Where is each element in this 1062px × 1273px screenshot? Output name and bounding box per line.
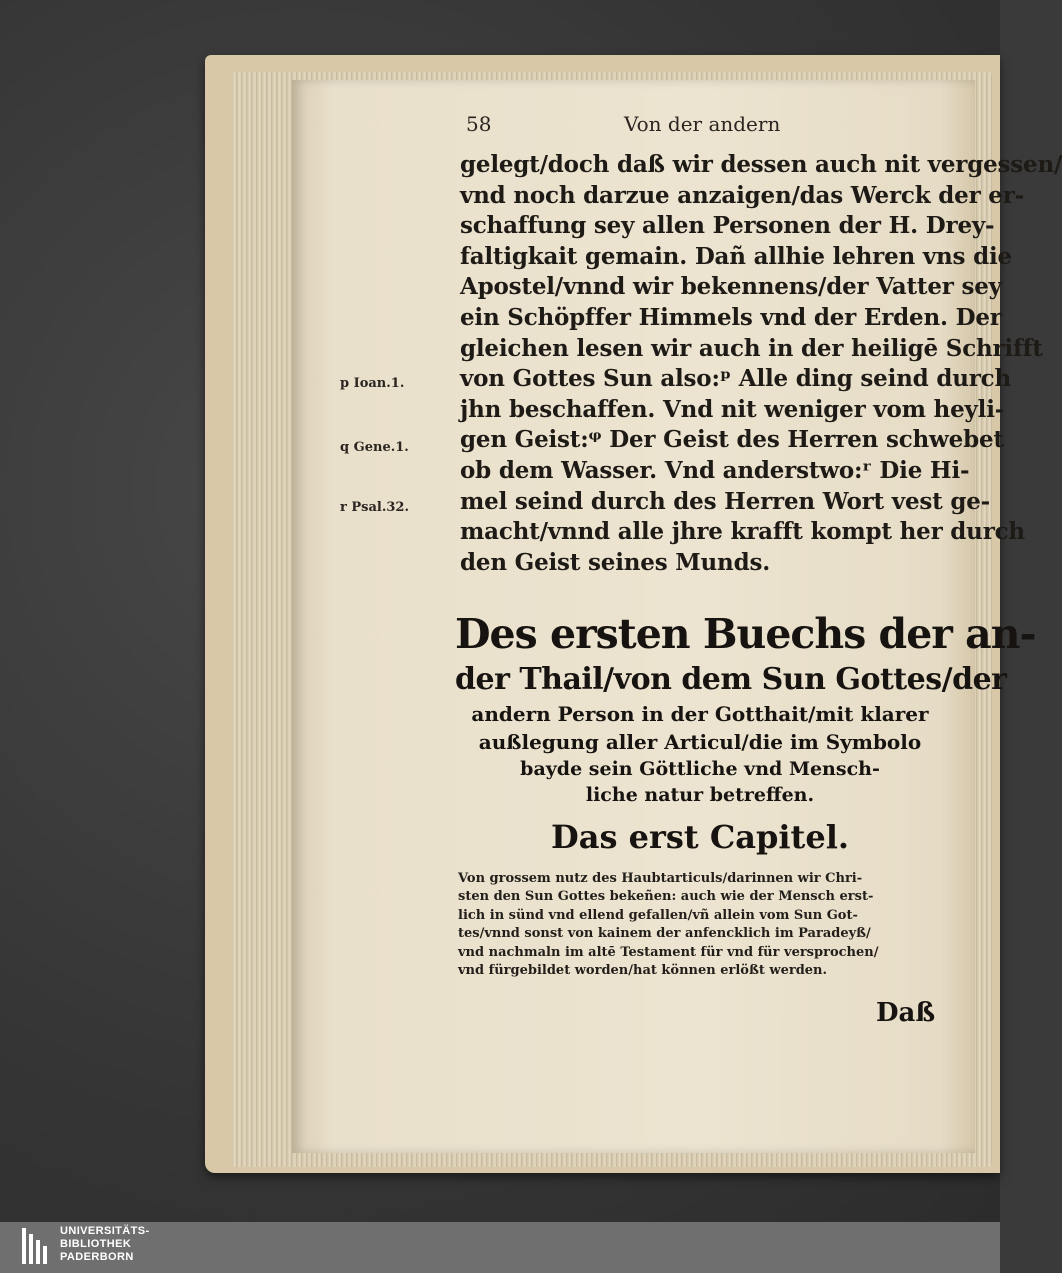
catchword: Daß	[876, 998, 936, 1028]
text-line: von Gottes Sun also:ᵖ Alle ding seind durch	[460, 365, 1011, 393]
text-line: schaffung sey allen Personen der H. Drey-	[460, 212, 995, 240]
text-line: jhn beschaffen. Vnd nit weniger vom heyli-	[460, 395, 1005, 423]
library-logo-icon	[20, 1226, 50, 1266]
text-line: gleichen lesen wir auch in der heiligē Schrifft	[460, 334, 1043, 362]
heading-line: der Thail/von dem Sun Gottes/der	[455, 662, 1007, 697]
chapter-title: Das erst Capitel.	[551, 818, 849, 856]
library-name-line: BIBLIOTHEK	[60, 1238, 132, 1250]
text-line: gelegt/doch daß wir dessen auch nit vergessen/	[460, 151, 1062, 178]
heading-line: außlegung aller Articul/die im Symbolo	[478, 730, 922, 754]
text-line: ob dem Wasser. Vnd anderstwo:ʳ Die Hi-	[460, 456, 970, 484]
summary-line: Von grossem nutz des Haubtarticuls/darinnen wir Chri-	[458, 871, 863, 886]
text-line: gen Geist:ᵠ Der Geist des Herren schwebet	[460, 426, 1004, 454]
summary-line: vnd fürgebildet worden/hat können erlößt werden.	[458, 963, 828, 979]
library-name-line: PADERBORN	[60, 1251, 134, 1263]
body-text	[460, 150, 1062, 578]
text-line: mel seind durch des Herren Wort vest ge-	[460, 487, 991, 515]
summary-line: lich in sünd vnd ellend gefallen/vñ allein vom Sun Got-	[458, 907, 858, 923]
heading-line: Des ersten Buechs der an-	[455, 610, 1036, 658]
margin-note-psalm: r Psal.32.	[340, 500, 409, 515]
text-line: Apostel/vnnd wir bekennens/der Vatter sey	[460, 273, 1002, 301]
text-line: macht/vnnd alle jhre krafft kompt her durch	[460, 518, 1025, 546]
library-footer	[0, 1222, 1000, 1273]
heading-line: bayde sein Göttliche vnd Mensch-	[520, 758, 880, 780]
text-line: faltigkait gemain. Dañ allhie lehren vns die	[460, 242, 1012, 270]
summary-line: sten den Sun Gottes bekeñen: auch wie der Mensch erst-	[458, 889, 874, 905]
text-line: ein Schöpffer Himmels vnd der Erden. Der	[460, 303, 1002, 331]
page-number: 58	[466, 112, 492, 136]
text-line: den Geist seines Munds.	[460, 548, 771, 576]
heading-line: andern Person in der Gotthait/mit klarer	[471, 702, 929, 726]
summary-line: vnd nachmaln im altē Testament für vnd für versprochen/	[458, 944, 879, 960]
heading-line: liche natur betreffen.	[585, 784, 815, 806]
library-name	[60, 1225, 150, 1264]
chapter-summary	[458, 870, 938, 980]
running-title: Von der andern	[624, 112, 781, 136]
running-header	[466, 112, 936, 142]
library-name-line: UNIVERSITÄTS-	[60, 1225, 150, 1237]
section-heading	[455, 608, 1036, 808]
summary-line: tes/vnnd sonst von kainem der anfencklich im Paradeyß/	[458, 926, 871, 942]
text-line: vnd noch darzue anzaigen/das Werck der er-	[460, 181, 1024, 209]
margin-note-john: p Ioan.1.	[340, 376, 405, 391]
margin-note-genesis: q Gene.1.	[340, 440, 409, 455]
